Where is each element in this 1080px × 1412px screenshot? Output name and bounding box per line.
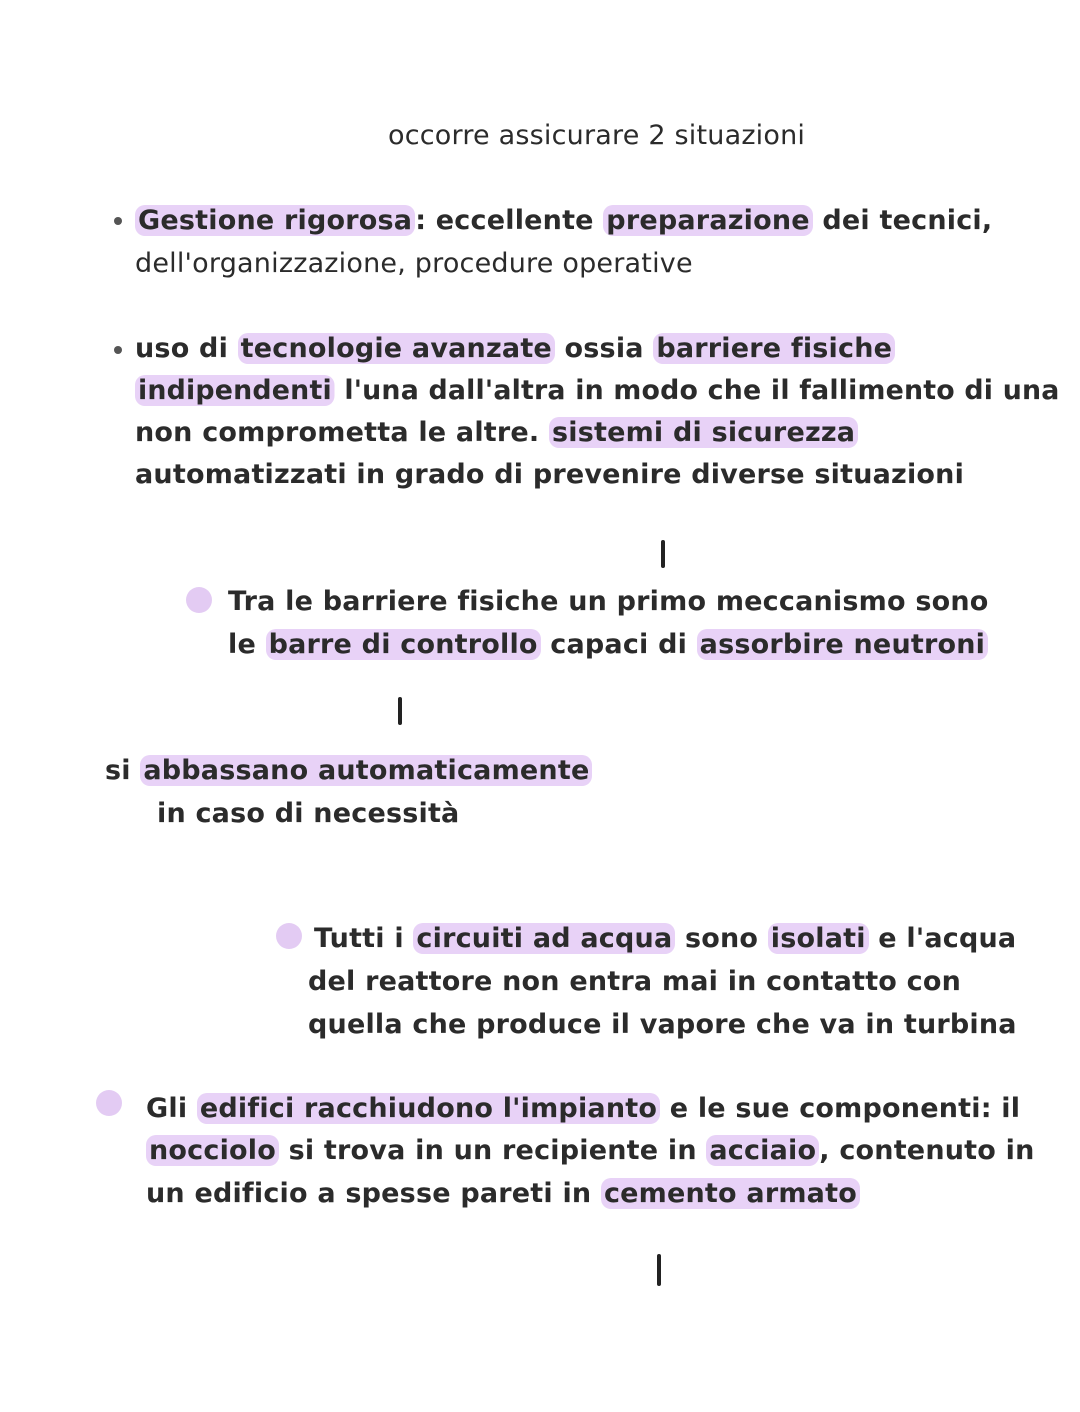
sub1-line2 — [228, 625, 988, 665]
bullet-circle — [276, 923, 302, 949]
text: e l'acqua — [868, 923, 1017, 954]
point2-line1 — [135, 329, 895, 369]
point3-line3 — [146, 1174, 860, 1214]
sub1-line1 — [228, 582, 989, 622]
text: sono — [675, 923, 768, 954]
highlight: nocciolo — [146, 1135, 279, 1166]
text: le — [228, 629, 266, 660]
text: ossia — [554, 333, 654, 364]
bullet-dot — [114, 217, 122, 225]
text: del reattore non entra mai in contatto con — [308, 966, 962, 997]
note1-line1 — [105, 751, 592, 791]
bullet-circle — [96, 1090, 122, 1116]
text: , contenuto in — [819, 1135, 1035, 1166]
text: dei tecnici, — [812, 205, 993, 236]
bullet-circle — [186, 587, 212, 613]
sub2-line3 — [308, 1005, 1017, 1045]
highlight: sistemi di sicurezza — [549, 417, 858, 448]
point2-line4 — [135, 455, 964, 495]
text: uso di — [135, 333, 238, 364]
text: capaci di — [540, 629, 697, 660]
connector-line — [657, 1254, 661, 1286]
highlight: tecnologie avanzate — [238, 333, 555, 364]
text: e le sue componenti: il — [660, 1093, 1021, 1124]
highlight: assorbire neutroni — [697, 629, 988, 660]
text: si trova in un recipiente in — [279, 1135, 707, 1166]
text: un edificio a spesse pareti in — [146, 1178, 601, 1209]
text: si — [105, 755, 141, 786]
page-title — [388, 116, 805, 156]
highlight: circuiti ad acqua — [413, 923, 675, 954]
highlight: indipendenti — [135, 375, 335, 406]
bullet-dot — [114, 346, 122, 354]
point2-line2 — [135, 371, 1060, 411]
text: Tutti i — [314, 923, 414, 954]
point1-line1 — [135, 201, 992, 241]
connector-line — [661, 540, 665, 568]
text: Tra le barriere fisiche un primo meccanismo sono — [228, 586, 989, 617]
text: quella che produce il vapore che va in turbina — [308, 1009, 1017, 1040]
highlight: isolati — [768, 923, 869, 954]
point2-line3 — [135, 413, 858, 453]
highlight: abbassano automaticamente — [140, 755, 592, 786]
point1-line2 — [135, 244, 693, 284]
text: Gli — [146, 1093, 197, 1124]
sub2-line1 — [314, 919, 1016, 959]
highlight: barre di controllo — [266, 629, 541, 660]
text: in caso di necessità — [157, 798, 460, 829]
sub2-line2 — [308, 962, 961, 1002]
text: : eccellente — [415, 205, 604, 236]
highlight: edifici racchiudono l'impianto — [197, 1093, 660, 1124]
title-text: occorre assicurare 2 situazioni — [388, 120, 806, 151]
highlight: acciaio — [706, 1135, 819, 1166]
text: automatizzati in grado di prevenire diverse situazioni — [135, 459, 965, 490]
connector-line — [398, 697, 402, 725]
highlight: cemento armato — [601, 1178, 860, 1209]
point3-line1 — [146, 1089, 1020, 1129]
text: dell'organizzazione, procedure operative — [135, 248, 693, 279]
point3-line2 — [146, 1131, 1035, 1171]
text: l'una dall'altra in modo che il fallimento di una — [334, 375, 1060, 406]
note1-line2 — [157, 794, 459, 834]
highlight: Gestione rigorosa — [135, 205, 415, 236]
text: non comprometta le altre. — [135, 417, 549, 448]
highlight: barriere fisiche — [653, 333, 895, 364]
highlight: preparazione — [603, 205, 813, 236]
